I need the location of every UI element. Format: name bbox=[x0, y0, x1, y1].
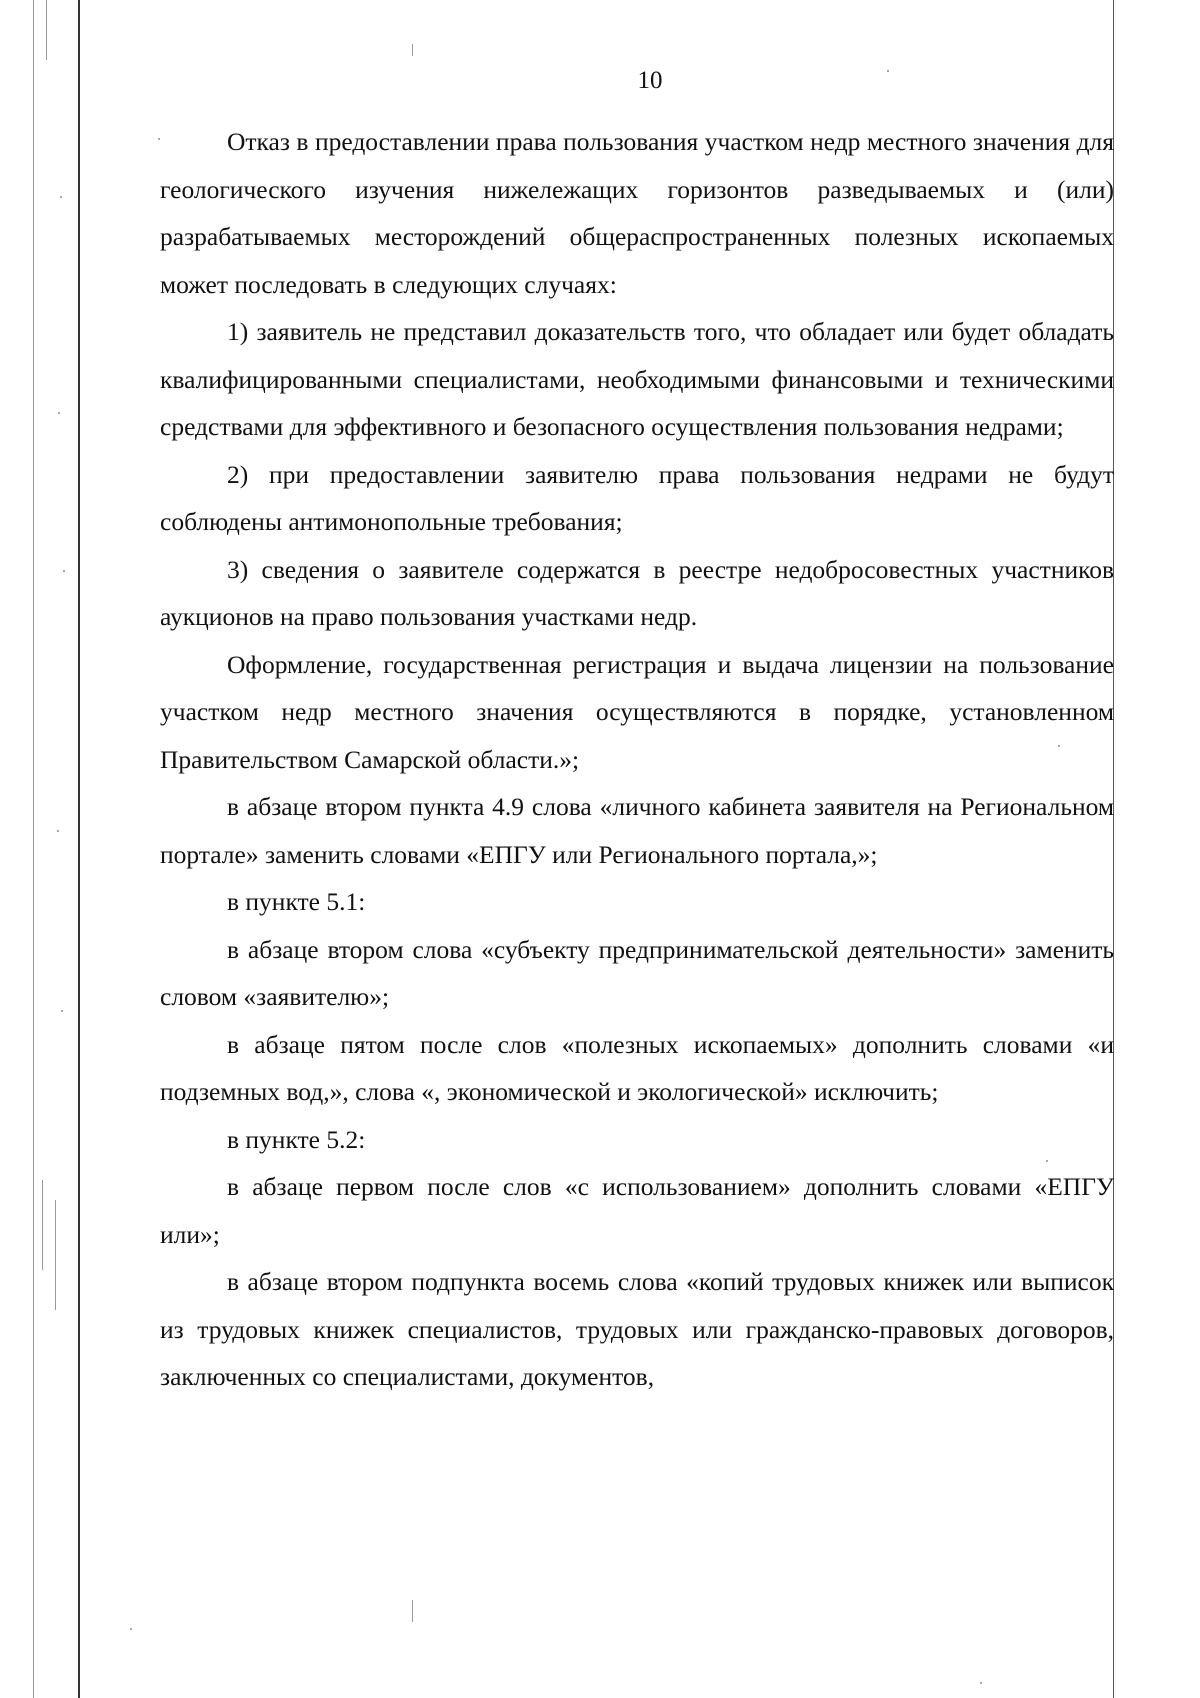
scan-speckle bbox=[61, 1010, 63, 1012]
left-margin-line bbox=[78, 0, 80, 1698]
paragraph-clause-5-1-heading: в пункте 5.1: bbox=[227, 887, 366, 916]
scan-speckle bbox=[60, 196, 62, 198]
scan-speckle bbox=[57, 830, 59, 832]
paragraph-clause-5-1-second: в абзаце втором слова «субъекту предпринимательской деятельности» заменить словом «заявителю»; bbox=[160, 934, 1114, 1011]
document-body bbox=[160, 118, 1114, 1401]
paragraph-clause-4-9: в абзаце втором пункта 4.9 слова «личного кабинета заявителя на Региональном портале» заменить словами «ЕПГУ или Регионального портала,»; bbox=[160, 792, 1114, 869]
page-number: 10 bbox=[637, 67, 663, 94]
scan-edge-line bbox=[33, 0, 34, 1698]
paragraph-clause-5-1-fifth: в абзаце пятом после слов «полезных ископаемых» дополнить словами «и подземных вод,», слова «, экономической и экологической» исключить; bbox=[160, 1029, 1114, 1106]
paragraph-clause-5-2-first: в абзаце первом после слов «с использованием» дополнить словами «ЕПГУ или»; bbox=[160, 1172, 1114, 1249]
paragraph-item-3: 3) сведения о заявителе содержатся в реестре недобросовестных участников аукционов на право пользования участками недр. bbox=[160, 554, 1114, 631]
scan-speckle bbox=[63, 570, 65, 572]
paragraph-clause-5-2-second: в абзаце втором подпункта восемь слова «копий трудовых книжек или выписок из трудовых книжек специалистов, трудовых или гражданско-правовых договоров, заключенных со специалистами, документов, bbox=[160, 1267, 1114, 1391]
scan-speckle bbox=[58, 412, 60, 414]
scan-edge-line bbox=[55, 1200, 56, 1310]
paragraph-item-1: 1) заявитель не представил доказательств того, что обладает или будет обладать квалифицированными специалистами, необходимыми финансовыми и техническими средствами для эффективного и безопасного осуществления пользования недрами; bbox=[160, 317, 1114, 441]
scan-speckle bbox=[980, 1682, 982, 1684]
paragraph-item-2: 2) при предоставлении заявителю права пользования недрами не будут соблюдены антимонопольные требования; bbox=[160, 459, 1114, 536]
paragraph-license-registration: Оформление, государственная регистрация и выдача лицензии на пользование участком недр местного значения осуществляются в порядке, установленном Правительством Самарской области.»; bbox=[160, 649, 1114, 774]
scan-edge-line bbox=[46, 0, 47, 60]
scan-edge-line bbox=[412, 1600, 413, 1622]
paragraph-refusal-grounds: Отказ в предоставлении права пользования участком недр местного значения для геологического изучения нижележащих горизонтов разведываемых и (или) разрабатываемых месторождений общераспространенных полезных ископаемых может последовать в следующих случаях: bbox=[160, 127, 1114, 299]
scan-speckle bbox=[130, 1628, 132, 1630]
scan-edge-line bbox=[42, 1180, 43, 1270]
scan-edge-line bbox=[412, 44, 413, 56]
paragraph-clause-5-2-heading: в пункте 5.2: bbox=[227, 1124, 366, 1154]
